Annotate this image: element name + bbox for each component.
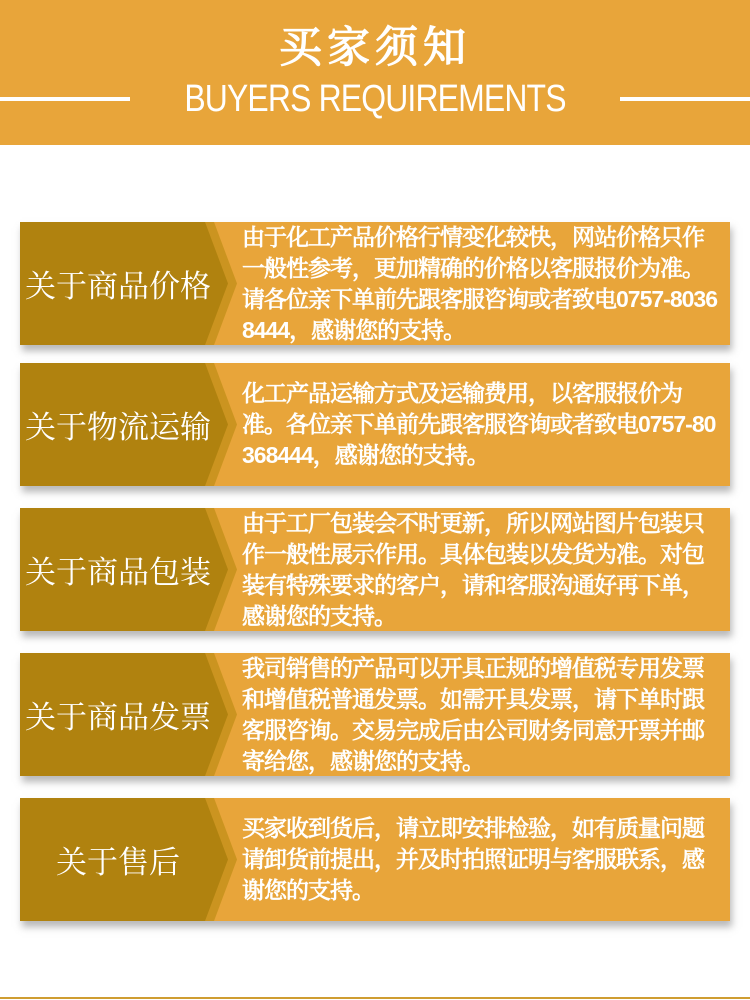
- notice-label: 关于商品价格: [25, 269, 211, 304]
- notice-row-packaging: [20, 508, 730, 631]
- page-title: 买家须知: [279, 24, 471, 72]
- notice-label: 关于物流运输: [25, 410, 211, 445]
- notice-row-invoice: [20, 653, 730, 776]
- header-band: [0, 0, 750, 145]
- notice-text: 由于化工产品价格行情变化较快，网站价格只作一般性参考，更加精确的价格以客服报价为准。 请各位亲下单前先跟客服咨询或者致电0757-80368444，感谢您的支持。: [242, 223, 717, 343]
- notice-label: 关于商品包装: [25, 555, 211, 590]
- notice-row-aftersales: [20, 798, 730, 921]
- notice-text: 买家收到货后，请立即安排检验，如有质量问题请卸货前提出，并及时拍照证明与客服联系，感谢您的支持。: [242, 815, 704, 903]
- bottom-divider: [0, 997, 750, 999]
- notice-row-price: [20, 222, 730, 345]
- notice-text: 由于工厂包装会不时更新，所以网站图片包装只作一般性展示作用。具体包装以发货为准。对包装有特殊要求的客户，请和客服沟通好再下单，感谢您的支持。: [242, 509, 704, 629]
- left-divider-line: [0, 97, 130, 101]
- header-subtitle-row: [0, 78, 750, 120]
- notice-label: 关于商品发票: [25, 700, 211, 735]
- notice-text: 我司销售的产品可以开具正规的增值税专用发票和增值税普通发票。如需开具发票，请下单时跟客服咨询。交易完成后由公司财务同意开票并邮寄给您，感谢您的支持。: [242, 654, 704, 774]
- page-subtitle: BUYERS REQUIREMENTS: [184, 78, 566, 120]
- right-divider-line: [620, 97, 750, 101]
- notice-label: 关于售后: [56, 845, 180, 880]
- notice-text: 化工产品运输方式及运输费用，以客服报价为准。各位亲下单前先跟客服咨询或者致电0757-80368444，感谢您的支持。: [242, 380, 716, 468]
- notice-row-logistics: [20, 363, 730, 486]
